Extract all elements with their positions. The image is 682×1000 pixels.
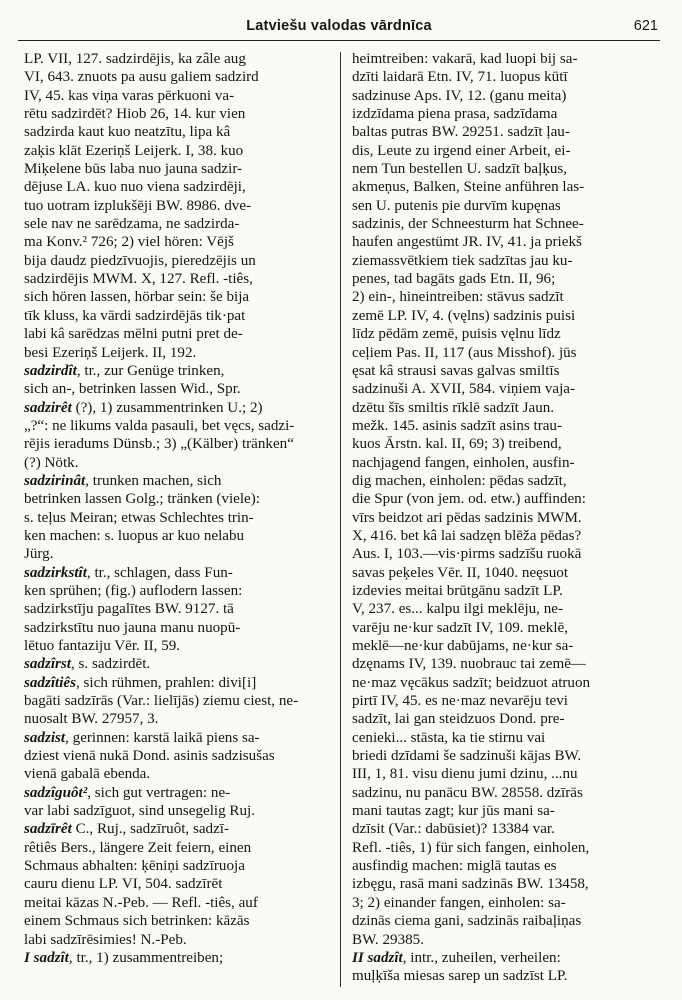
text-line: „?“: ne likums valda pasauli, bet vęcs, sadzi- [24,417,295,434]
entry-text: , sich rühmen, prahlen: divi[i] [76,674,257,691]
text-line [24,564,332,582]
text-line: betrinken lassen Golg.; tränken (viele): [24,491,260,508]
left-column [24,50,332,967]
entry-text: , trunken machen, sich [85,472,222,489]
text-line: cauru dienu LP. VI, 504. sadzīrēt [24,876,223,893]
text-line: Refl. -tiês, 1) für sich fangen, einholen, [352,839,590,856]
entry-text: , s. sadzirdēt. [70,656,151,673]
text-line: Miķelene būs laba nuo jauna sadzir- [24,161,243,178]
headword: sadzîrst [24,656,71,673]
column-divider [340,52,341,987]
text-line: sich hören lassen, hörbar sein: še bija [24,289,250,306]
text-line [24,674,332,692]
text-line: sadzirda kaut kuo neatzītu, lipa kâ [24,124,231,141]
text-line [24,820,332,838]
text-line: varēju ne·kur sadzīt IV, 109. meklē, [352,619,568,636]
text-line [24,362,332,380]
text-line: ausfindig machen: miglā tautas es [352,858,557,875]
text-line: Aus. I, 103.—vis·pirms sadzīšu ruokā [352,546,582,563]
text-line: besi Ezeriņš Leijerk. II, 192. [24,344,197,361]
text-line: sadzirkstīju pagalītes BW. 9127. tā [24,601,234,618]
text-line: ken sprühen; (fig.) auflodern lassen: [24,582,243,599]
text-line: izdzīdama piena prasa, sadzīdama [352,106,558,123]
text-line: (?) Nötk. [24,454,79,471]
text-line: 3; 2) einander fangen, einholen: sa- [352,894,566,911]
text-line: BW. 29385. [352,931,424,948]
text-line: rējis ieradums Dünsb.; 3) „(Kälber) tränken“ [24,436,294,453]
text-line: var labi sadzīguot, sind unsegelig Ruj. [24,803,255,820]
text-line: IV, 45. kas viņa varas pērkuoni va- [24,87,235,104]
text-line: VI, 643. znuots pa ausu galiem sadzird [24,69,259,86]
text-line: akmeņus, Balken, Steine anführen las- [352,179,585,196]
text-line: dzęnams IV, 139. nuobrauc tai zemē— [352,656,587,673]
text-line: dējuse LA. kuo nuo viena sadzirdēji, [24,179,246,196]
page-number: 621 [633,18,658,34]
text-line [352,949,662,967]
entry-text: C., Ruj., sadzīruôt, sadzī- [71,821,230,838]
text-line: ma Konv.² 726; 2) viel hören: Vējš [24,234,234,251]
text-line: 2) ein-, hineintreiben: stāvus sadzīt [352,289,564,306]
text-line: Schmaus abhalten: ķēniņi sadzīruoja [24,858,245,875]
text-line: bagāti sadzīrās (Var.: lielījās) ziemu ciest, ne- [24,693,299,710]
text-line: labi kâ sarēdzas mēlni putni pret de- [24,326,243,343]
text-line: sele nav ne sarēdzama, ne sadzirda- [24,216,240,233]
text-line: baltas putras BW. 29251. sadzīt ļau- [352,124,570,141]
text-line [24,729,332,747]
text-line: pirtī IV, 45. es ne·maz nevarēju tevi [352,693,568,710]
text-line: briedi dzīdami še sadzinuši kājas BW. [352,748,582,765]
headword: sadzirêt [24,399,72,416]
entry-text: , gerinnen: karstā laikā piens sa- [65,729,260,746]
headword: sadzirinât [24,472,86,489]
text-line: ne·maz vęcākus sadzīt; beidzuot atruon [352,674,591,691]
headword: sadzist [24,729,66,746]
text-line: nem Tun bestellen U. sadzīt baļķus, [352,161,568,178]
text-line: rētu sadzirdēt? Hiob 26, 14. kur vien [24,106,246,123]
text-line: izdevies meitai brūtgānu sadzīt LP. [352,582,563,599]
text-line: mani tautas zagt; kur jūs mani sa- [352,803,555,820]
text-line: meklē—ne·kur dabūjams, ne·kur sa- [352,638,574,654]
text-line: kuos Ārstn. kal. II, 69; 3) treibend, [352,436,562,453]
text-line: sen U. putenis pie durvīm kupęnas [352,197,561,214]
headword: sadzirdît [24,362,77,379]
text-line: ceļiem Pas. II, 117 (aus Misshof). jūs [352,344,577,361]
page-title: Latviešu valodas vārdnīca [246,18,432,34]
headword: II sadzît [352,949,403,966]
text-line: ęsat kâ strausi savas galvas smiltīs [352,362,560,379]
text-line: līdz pēdām zemē, puisis vęlnu līdz [352,326,561,343]
text-line: bija daudz piedzīvuojis, pieredzējis un [24,252,256,269]
text-line: sadzirdējis MWM. X, 127. Refl. -tiês, [24,271,253,288]
entry-text: , tr., schlagen, dass Fun- [86,564,233,581]
text-line: izbęgu, rasā mani sadzinās BW. 13458, [352,876,589,893]
headword: sadzīrêt [24,821,72,838]
text-line: dis, Leute zu irgend einer Arbeit, ei- [352,142,571,159]
text-line: ziemassvētkiem tiek sadzītas jau ku- [352,252,573,269]
text-line: sadzinis, der Schneesturm hat Schnee- [352,216,584,233]
text-line: dzīsit (Var.: dabūsiet)? 13384 var. [352,821,555,838]
text-line: sadzinuse Aps. IV, 12. (ganu meita) [352,87,567,104]
text-line: dzinās ciema gani, sadzinās raibaļiņas [352,913,582,930]
text-line: III, 1, 81. visu dienu jumi dzinu, ...nu [352,766,578,783]
text-line: rêtiês Bers., längere Zeit feiern, einen [24,839,252,856]
text-line [24,784,332,802]
text-line: heimtreiben: vakarā, kad luopi bij sa- [352,51,578,67]
text-line: ken machen: s. luopus ar kuo nelabu [24,527,245,544]
headword: sadzîguôt² [24,784,88,801]
text-line: einem Schmaus sich betrinken: kāzās [24,913,250,930]
text-line: nachjagend fangen, einholen, ausfin- [352,454,575,471]
text-line: s. teļus Meiran; etwas Schlechtes trin- [24,509,254,526]
entry-text: , tr., 1) zusammentreiben; [68,949,224,966]
text-line: mežk. 145. asinis sadzīt asins trau- [352,417,563,434]
text-line: dziest vienā nukā Dond. asinis sadzisušas [24,748,275,765]
text-line: lētuo fantaziju Vēr. II, 59. [24,638,181,654]
text-line [24,399,332,417]
text-line [24,949,332,967]
text-line: zaķis klāt Ezeriņš Leijerk. I, 38. kuo [24,142,244,159]
text-line: zemē LP. IV, 4. (vęlns) sadzinis puisi [352,307,576,324]
entry-text: , sich gut vertragen: ne- [87,784,231,801]
text-line: savas peķeles Vēr. II, 1040. neęsuot [352,564,569,581]
page-header [18,14,660,41]
text-line: X, 416. bet kâ lai sadzęn blēža pēdas? [352,527,582,544]
entry-text: , tr., zur Genüge trinken, [76,362,225,379]
text-line: sadzirkstītu nuo jauna manu nuopū- [24,619,241,636]
headword: sadzîtiês [24,674,76,691]
text-line: nuosalt BW. 27957, 3. [24,711,159,728]
text-line: Jürg. [24,546,54,563]
text-line: meitai kāzas N.-Peb. — Refl. -tiês, auf [24,894,258,911]
text-line: tuo uotram izplukšēji BW. 8986. dve- [24,197,252,214]
text-line: muļķīša miesas sarep un sadzīst LP. [352,968,568,985]
text-line: sadzinu, nu panācu BW. 28558. dzīrās [352,784,583,801]
text-line: LP. VII, 127. sadzirdējis, ka zâle aug [24,51,246,67]
right-column [352,50,662,986]
text-line: haufen angestümt JR. IV, 41. ja priekš [352,234,582,251]
entry-text: (?), 1) zusammentrinken U.; 2) [71,399,263,416]
text-line: tīk kluss, ka vārdi sadzirdējās tik·pat [24,307,246,324]
text-line [24,472,332,490]
text-line: labi sadzīrēsimies! N.-Peb. [24,931,187,948]
text-line: penes, tad bagāts gads Etn. II, 96; [352,271,556,288]
entry-text: , intr., zuheilen, verheilen: [402,949,561,966]
text-line: dzētu šīs smiltis rīklē sadzīt Jaun. [352,399,555,416]
text-line: sich an-, betrinken lassen Wid., Spr. [24,381,241,398]
text-line: vīrs beidzot ari pēdas sadzinis MWM. [352,509,582,526]
text-line [24,655,332,673]
text-line: sadzīt, lai gan steidzuos Dond. pre- [352,711,565,728]
text-line: V, 237. es... kalpu ilgi meklēju, ne- [352,601,564,618]
text-line: dzīti laidarā Etn. IV, 71. luopus kūtī [352,69,568,86]
text-line: cenieki... stāsta, ka tie stirnu vai [352,729,546,746]
text-line: sadzinuši A. XVII, 584. viņiem vaja- [352,381,576,398]
text-line: dig machen, einholen: pēdas sadzīt, [352,472,567,489]
text-line: die Spur (von jem. od. etw.) auffinden: [352,491,586,508]
headword: sadzirkstît [24,564,87,581]
text-line: vienā gabalā ebenda. [24,766,151,783]
headword: I sadzît [24,949,69,966]
